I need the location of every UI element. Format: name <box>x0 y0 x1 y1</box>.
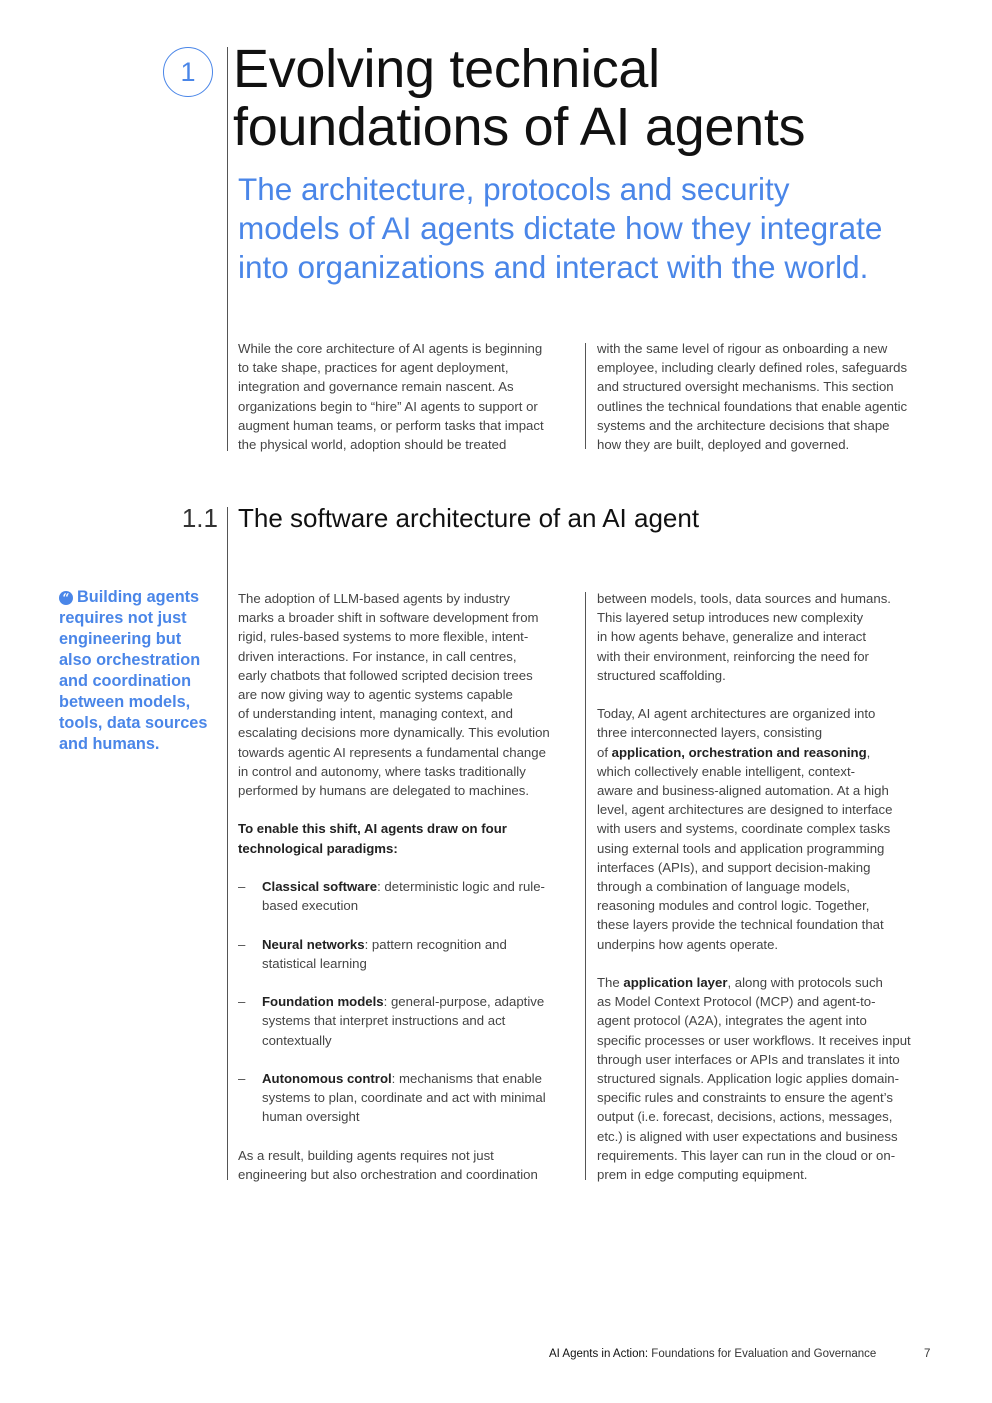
paradigm-term: Neural networks <box>262 936 365 952</box>
body-paragraph <box>238 589 583 800</box>
text-line: in how agents behave, generalize and interact <box>597 629 867 645</box>
text-line: statistical learning <box>262 955 367 971</box>
text-run: , <box>866 744 871 760</box>
text-line: using external tools and application programming <box>597 840 885 856</box>
text-line: human oversight <box>262 1109 360 1125</box>
text-line: which collectively enable intelligent, context- <box>597 763 856 779</box>
paradigm-term: Classical software <box>262 879 378 895</box>
section-column-rule <box>585 592 586 1180</box>
text-line: as Model Context Protocol (MCP) and agent-to- <box>597 994 876 1010</box>
text-line: contextually <box>262 1032 332 1048</box>
text-line: specific rules and constraints to ensure the agent’s <box>597 1090 893 1106</box>
intro-paragraph <box>597 339 942 454</box>
text-line: outlines the technical foundations that enable agentic <box>597 398 908 414</box>
text-line: the physical world, adoption should be treated <box>238 437 507 453</box>
footer-brand: AI Agents in Action: <box>549 1348 649 1360</box>
text-line <box>262 1069 583 1088</box>
text-line-bold: To enable this shift, AI agents draw on four <box>238 821 507 837</box>
text-line: etc.) is aligned with user expectations and business <box>597 1128 898 1144</box>
body-paragraph <box>597 704 942 954</box>
text-line: and structured oversight mechanisms. This section <box>597 379 894 395</box>
text-line: aware and business-aligned automation. At a high <box>597 783 889 799</box>
pull-quote-line: requires not just <box>59 609 187 627</box>
list-item <box>238 935 583 973</box>
body-paragraph <box>597 973 942 1184</box>
dash-bullet: – <box>238 879 246 895</box>
paradigm-desc: : general-purpose, adaptive <box>383 994 545 1010</box>
text-line <box>262 935 583 954</box>
text-line: agent protocol (A2A), integrates the agent into <box>597 1013 867 1029</box>
paradigm-list <box>238 877 583 1127</box>
text-line: these layers provide the technical foundation that <box>597 917 884 933</box>
list-item <box>238 1069 583 1127</box>
dash-bullet: – <box>238 936 246 952</box>
text-line: with their environment, reinforcing the need for <box>597 648 869 664</box>
text-line: performed by humans are delegated to machines. <box>238 783 530 799</box>
text-line <box>262 992 583 1011</box>
text-line: reasoning modules and control logic. Together, <box>597 898 870 914</box>
text-line: structured scaffolding. <box>597 667 726 683</box>
text-line: how they are built, deployed and governed. <box>597 437 850 453</box>
footer-subtitle: Foundations for Evaluation and Governance <box>648 1348 877 1360</box>
intro-left-column <box>238 339 583 454</box>
text-line: based execution <box>262 898 359 914</box>
quote-icon: “ <box>59 591 73 605</box>
text-line: While the core architecture of AI agents is beginning <box>238 341 543 356</box>
dash-bullet: – <box>238 994 246 1010</box>
text-line: with users and systems, coordinate complex tasks <box>597 821 891 837</box>
bold-term: application, orchestration and reasoning <box>611 744 867 760</box>
text-line: interfaces (APIs), and support decision-making <box>597 859 871 875</box>
chapter-title-line: Evolving technical <box>233 39 660 99</box>
text-line: driven interactions. For instance, in call centres, <box>238 648 517 664</box>
chapter-subtitle <box>238 170 938 287</box>
text-line <box>262 877 583 896</box>
text-line: This layered setup introduces new complexity <box>597 610 864 626</box>
text-line: specific processes or user workflows. It receives input <box>597 1032 911 1048</box>
text-line: augment human teams, or perform tasks that impact <box>238 417 544 433</box>
chapter-subtitle-line: models of AI agents dictate how they integrate <box>238 210 883 246</box>
chapter-title-line: foundations of AI agents <box>233 97 806 157</box>
section-title: The software architecture of an AI agent <box>238 503 700 533</box>
text-line: systems that interpret instructions and act <box>262 1013 506 1029</box>
text-line: to take shape, practices for agent deployment, <box>238 360 509 376</box>
intro-paragraph <box>238 339 583 454</box>
text-line: are now giving way to agentic systems capable <box>238 687 513 703</box>
section-left-column <box>238 589 583 1184</box>
paradigm-desc: : deterministic logic and rule- <box>377 879 545 895</box>
intro-right-column <box>597 339 942 454</box>
text-line <box>597 743 942 762</box>
text-line: three interconnected layers, consisting <box>597 725 823 741</box>
intro-column-rule <box>585 343 586 449</box>
pull-quote-text: Building agents <box>77 588 200 606</box>
text-line: between models, tools, data sources and humans. <box>597 591 891 606</box>
text-line: through user interfaces or APIs and translates it into <box>597 1051 900 1067</box>
chapter-subtitle-line: into organizations and interact with the world. <box>238 249 869 285</box>
text-line-bold: technological paradigms: <box>238 840 398 856</box>
chapter-vertical-rule <box>227 47 228 451</box>
text-line: through a combination of language models, <box>597 879 850 895</box>
text-line: early chatbots that followed scripted decision trees <box>238 667 533 683</box>
text-line: marks a broader shift in software development from <box>238 610 539 626</box>
text-line: As a result, building agents requires not just <box>238 1147 494 1163</box>
text-line: in control and autonomy, where tasks traditionally <box>238 763 526 779</box>
chapter-number-badge: 1 <box>163 47 213 97</box>
paradigms-intro <box>238 819 583 857</box>
text-line: of understanding intent, managing context, and <box>238 706 513 722</box>
text-line: towards agentic AI represents a fundamental change <box>238 744 546 760</box>
text-line: systems and the architecture decisions that shape <box>597 417 890 433</box>
paradigm-term: Autonomous control <box>262 1071 392 1086</box>
text-run: The <box>597 975 624 991</box>
pull-quote-line: and coordination <box>59 672 192 690</box>
text-line: requirements. This layer can run in the cloud or on- <box>597 1147 896 1163</box>
text-line: employee, including clearly defined roles, safeguards <box>597 360 908 376</box>
text-line: underpins how agents operate. <box>597 936 779 952</box>
text-line: systems to plan, coordinate and act with minimal <box>262 1090 546 1106</box>
list-item <box>238 877 583 915</box>
section-number: 1.1 <box>181 503 218 533</box>
footer <box>549 1346 876 1362</box>
text-line: structured signals. Application logic applies domain- <box>597 1071 900 1087</box>
text-line: rigid, rules-based systems to more flexible, intent- <box>238 629 529 645</box>
text-line: level, agent architectures are designed to interface <box>597 802 893 818</box>
text-line: prem in edge computing equipment. <box>597 1167 808 1183</box>
text-line: escalating decisions more dynamically. This evolution <box>238 725 550 741</box>
chapter-title <box>233 40 973 156</box>
body-paragraph <box>597 589 942 685</box>
body-paragraph <box>238 1146 583 1184</box>
text-line <box>597 973 942 992</box>
text-line: organizations begin to “hire” AI agents to support or <box>238 398 538 414</box>
paradigm-term: Foundation models <box>262 994 384 1010</box>
section-right-column <box>597 589 942 1184</box>
dash-bullet: – <box>238 1071 246 1086</box>
pull-quote-line: tools, data sources <box>59 714 208 732</box>
text-run: of <box>597 744 612 760</box>
text-line: Today, AI agent architectures are organized into <box>597 706 876 722</box>
pull-quote-line: engineering but <box>59 630 182 648</box>
pull-quote-line <box>59 587 219 608</box>
pull-quote-line: also orchestration <box>59 651 201 669</box>
text-line: engineering but also orchestration and coordination <box>238 1167 538 1182</box>
pull-quote-line: between models, <box>59 693 191 711</box>
bold-term: application layer <box>623 975 728 991</box>
paradigm-desc: : pattern recognition and <box>364 936 507 952</box>
text-run: , along with protocols such <box>727 975 883 991</box>
list-item <box>238 992 583 1050</box>
paradigm-desc: : mechanisms that enable <box>391 1071 542 1086</box>
page-number: 7 <box>924 1348 931 1360</box>
text-line: integration and governance remain nascent. As <box>238 379 514 395</box>
section-vertical-rule <box>227 507 228 1180</box>
text-line: with the same level of rigour as onboarding a new <box>597 341 888 356</box>
chapter-subtitle-line: The architecture, protocols and security <box>238 171 790 207</box>
pull-quote-line: and humans. <box>59 735 160 753</box>
pull-quote <box>59 587 219 755</box>
text-line: The adoption of LLM-based agents by industry <box>238 591 510 606</box>
text-line: output (i.e. forecast, decisions, actions, messages, <box>597 1109 893 1125</box>
